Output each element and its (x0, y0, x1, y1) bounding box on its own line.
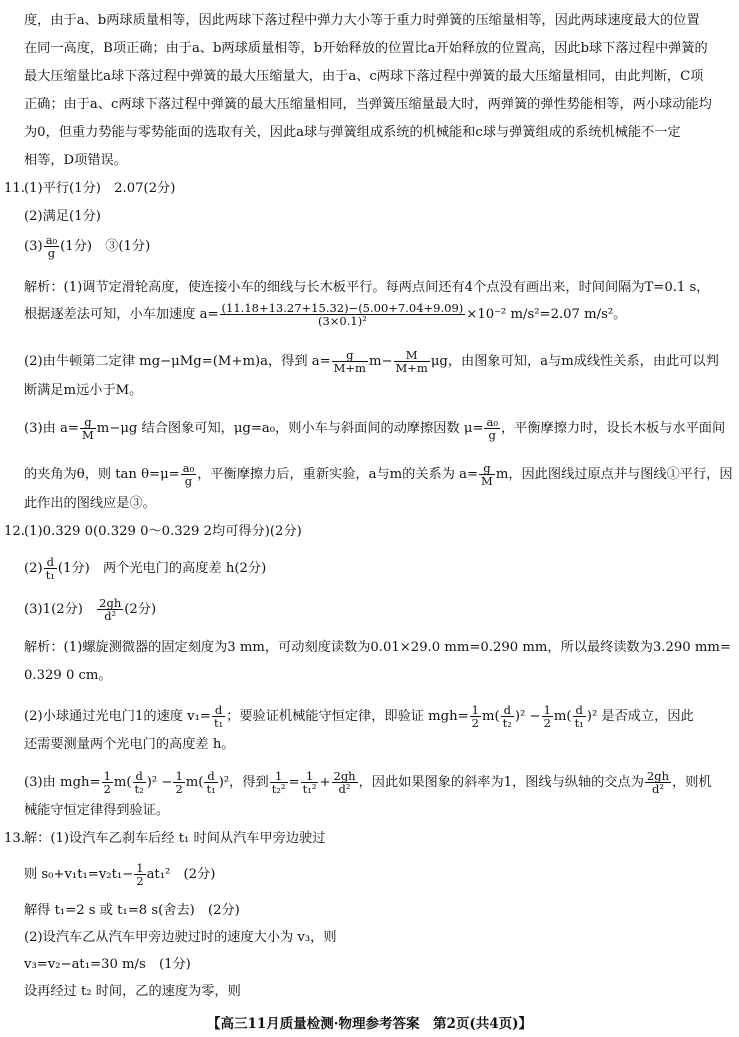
text: )²，得到 (218, 775, 269, 790)
text: ，因此如果图象的斜率为1，图线与纵轴的交点为 (358, 775, 644, 790)
q11-answer-3 (24, 234, 150, 259)
text: + (319, 775, 331, 790)
numerator: 2gh (333, 769, 356, 783)
numerator: d (573, 704, 586, 717)
q11-explain-2 (24, 302, 626, 327)
q12-explain-2: 0.329 0 cm。 (24, 668, 112, 683)
fraction (270, 770, 288, 795)
q13-line: (2)设汽车乙从汽车甲旁边驶过时的速度大小为 v₃，则 (24, 930, 337, 945)
numerator: d (44, 556, 57, 569)
numerator: a₀ (182, 461, 195, 475)
text: m( (553, 709, 572, 724)
q11-explain-1: 解析：(1)调节定滑轮高度，使连接小车的细线与长木板平行。每两点间还有4个点没有画出来，时间间隔为T=0.1 s， (24, 280, 710, 295)
numerator: g (479, 462, 495, 475)
q12-explain-4: 还需要测量两个光电门的高度差 h。 (24, 737, 235, 752)
q12-answer-3 (24, 597, 156, 622)
text: (3)由 mgh= (24, 775, 101, 790)
denominator: t₁ (574, 716, 584, 730)
fraction (173, 770, 184, 795)
denominator: M+m (333, 361, 366, 375)
q11-answer-2: (2)满足(1分) (24, 209, 101, 224)
fraction (645, 770, 671, 795)
q12-answer-2 (24, 556, 266, 581)
fraction (133, 770, 146, 795)
numerator: a₀ (486, 415, 498, 429)
q11-explain-6 (24, 462, 733, 487)
text: = (288, 775, 300, 790)
q13-line: 解得 t₁=2 s 或 t₁=8 s(舍去) (2分) (24, 903, 240, 918)
q10-line: 度，由于a、b两球质量相等，因此两球下落过程中弹力大小等于重力时弹簧的压缩量相等，因此两球速度最大的位置 (24, 13, 700, 28)
q12-number: 12. (4, 524, 25, 539)
q10-line: 正确；由于a、c两球下落过程中弹簧的最大压缩量相同，当弹簧压缩量最大时，两弹簧的弹性势能相等，两小球动能均 (24, 97, 712, 112)
q12-explain-6: 械能守恒定律得到验证。 (24, 803, 170, 818)
numerator: 1 (301, 770, 319, 783)
numerator: 1 (175, 769, 183, 783)
text: )² 是否成立，因此 (586, 709, 694, 724)
text: ，平衡摩擦力时，设长木板与水平面间 (500, 421, 726, 436)
denominator: 2 (103, 782, 111, 796)
q10-line: 相等，D项错误。 (24, 153, 127, 168)
fraction (204, 770, 217, 795)
text: 的夹角为θ，则 tan θ=μ= (24, 467, 180, 482)
denominator: M+m (395, 361, 428, 375)
fraction (97, 597, 123, 622)
denominator: 2 (175, 782, 183, 796)
q13-line (24, 862, 215, 887)
text: ，平衡摩擦力后，重新实验，a与m的关系为 a= (197, 467, 479, 482)
text: (1分) 两个光电门的高度差 h(2分) (57, 561, 267, 576)
numerator: 1 (136, 861, 144, 875)
numerator: 2gh (646, 769, 670, 783)
q12-explain-3 (24, 704, 694, 729)
numerator: 1 (270, 770, 288, 783)
fraction (80, 416, 96, 441)
text: m− (368, 354, 393, 369)
fraction (501, 704, 514, 729)
text: (1分) ③(1分) (60, 239, 151, 254)
denominator: (3×0.1)² (317, 314, 367, 328)
fraction (301, 770, 319, 795)
fraction (332, 770, 358, 795)
text: (3)由 a= (24, 421, 79, 436)
denominator: 2 (471, 716, 479, 730)
text: m( (185, 775, 204, 790)
fraction (212, 704, 225, 729)
text: (2分) (124, 602, 157, 617)
numerator: a₀ (45, 233, 58, 247)
denominator: t₁ (45, 568, 55, 582)
denominator: M (81, 428, 94, 442)
fraction (220, 302, 466, 327)
denominator: M (481, 474, 493, 488)
q12-explain-5 (24, 770, 712, 795)
q13-line: 解：(1)设汽车乙刹车后经 t₁ 时间从汽车甲旁边驶过 (24, 831, 326, 846)
text: 根据逐差法可知，小车加速度 a= (24, 307, 219, 322)
text: ×10⁻² m/s²=2.07 m/s²。 (466, 307, 627, 322)
fraction (134, 862, 145, 887)
q10-line: 在同一高度，B项正确；由于a、b两球质量相等，b开始释放的位置比a开始释放的位置高，因此b球下落过程中弹簧的 (24, 41, 708, 56)
numerator: (11.18+13.27+15.32)−(5.00+7.04+9.09) (221, 301, 464, 315)
fraction (542, 704, 553, 729)
text: (3)1(2分) (24, 602, 97, 617)
denominator: d² (338, 782, 351, 796)
denominator: t₁ (213, 716, 224, 730)
text: ，则机 (672, 775, 712, 790)
text: m( (482, 709, 500, 724)
denominator: 2 (543, 716, 551, 730)
denominator: t₂² (271, 782, 286, 796)
text: at₁² (2分) (146, 867, 216, 882)
denominator: t₁ (206, 782, 216, 796)
q11-explain-3 (24, 349, 719, 374)
denominator: t₂ (134, 782, 144, 796)
text: (2)小球通过光电门1的速度 v₁= (24, 709, 211, 724)
fraction (470, 704, 481, 729)
page-footer: 【高三11月质量检测·物理参考答案 第2页(共4页)】 (206, 1016, 533, 1032)
text: )² − (146, 775, 173, 790)
numerator: d (501, 704, 514, 717)
numerator: g (80, 416, 96, 429)
text: m−μg 结合图象可知，μg=a₀，则小车与斜面间的动摩擦因数 μ= (96, 421, 484, 436)
fraction (484, 416, 499, 441)
numerator: d (204, 770, 217, 783)
text: (3) (24, 239, 43, 254)
denominator: 2 (136, 874, 144, 888)
denominator: g (47, 246, 56, 260)
text: ；要验证机械能守恒定律，即验证 mgh= (226, 709, 469, 724)
text: μg，由图象可知，a与m成线性关系，由此可以判 (430, 354, 719, 369)
q11-explain-4: 断满足m远小于M。 (24, 383, 143, 398)
fraction (181, 462, 196, 487)
text: m，因此图线过原点并与图线①平行，因 (495, 467, 733, 482)
q11-number: 11. (4, 181, 25, 196)
numerator: M (394, 349, 430, 362)
q13-line: 设再经过 t₂ 时间，乙的速度为零，则 (24, 984, 241, 999)
q11-answer-1: (1)平行(1分) 2.07(2分) (24, 181, 176, 196)
q10-line: 为0，但重力势能与零势能面的选取有关，因此a球与弹簧组成系统的机械能和c球与弹簧组成的系统机械能不一定 (24, 125, 681, 140)
numerator: 2gh (99, 596, 122, 610)
numerator: d (133, 770, 146, 783)
denominator: t₁² (302, 782, 317, 796)
fraction (44, 234, 59, 259)
fraction (573, 704, 586, 729)
numerator: 1 (103, 769, 111, 783)
text: (2) (24, 561, 43, 576)
denominator: d² (651, 782, 664, 796)
denominator: d² (104, 609, 117, 623)
fraction (394, 349, 430, 374)
fraction (479, 462, 495, 487)
q13-number: 13. (4, 831, 25, 846)
fraction (44, 556, 57, 581)
q12-answer-1: (1)0.329 0(0.329 0～0.329 2均可得分)(2分) (24, 524, 302, 539)
fraction (332, 349, 368, 374)
fraction (102, 770, 113, 795)
q11-explain-5 (24, 416, 725, 441)
text: )² − (514, 709, 541, 724)
q11-explain-7: 此作出的图线应是③。 (24, 496, 156, 511)
denominator: g (488, 428, 496, 442)
q10-line: 最大压缩量比a球下落过程中弹簧的最大压缩量大，由于a、c两球下落过程中弹簧的最大压缩量相同，由此判断，C项 (24, 69, 704, 84)
text: (2)由牛顿第二定律 mg−μMg=(M+m)a，得到 a= (24, 354, 331, 369)
q12-explain-1: 解析：(1)螺旋测微器的固定刻度为3 mm，可动刻度读数为0.01×29.0 mm=0.290 mm，所以最终读数为3.290 mm= (24, 640, 731, 655)
numerator: 1 (471, 703, 479, 717)
numerator: d (212, 704, 225, 717)
denominator: t₂ (502, 716, 512, 730)
numerator: g (332, 349, 368, 362)
q13-line: v₃=v₂−at₁=30 m/s (1分) (24, 957, 191, 972)
text: m( (113, 775, 132, 790)
text: 则 s₀+v₁t₁=v₂t₁− (24, 867, 134, 882)
numerator: 1 (543, 703, 551, 717)
denominator: g (184, 474, 193, 488)
